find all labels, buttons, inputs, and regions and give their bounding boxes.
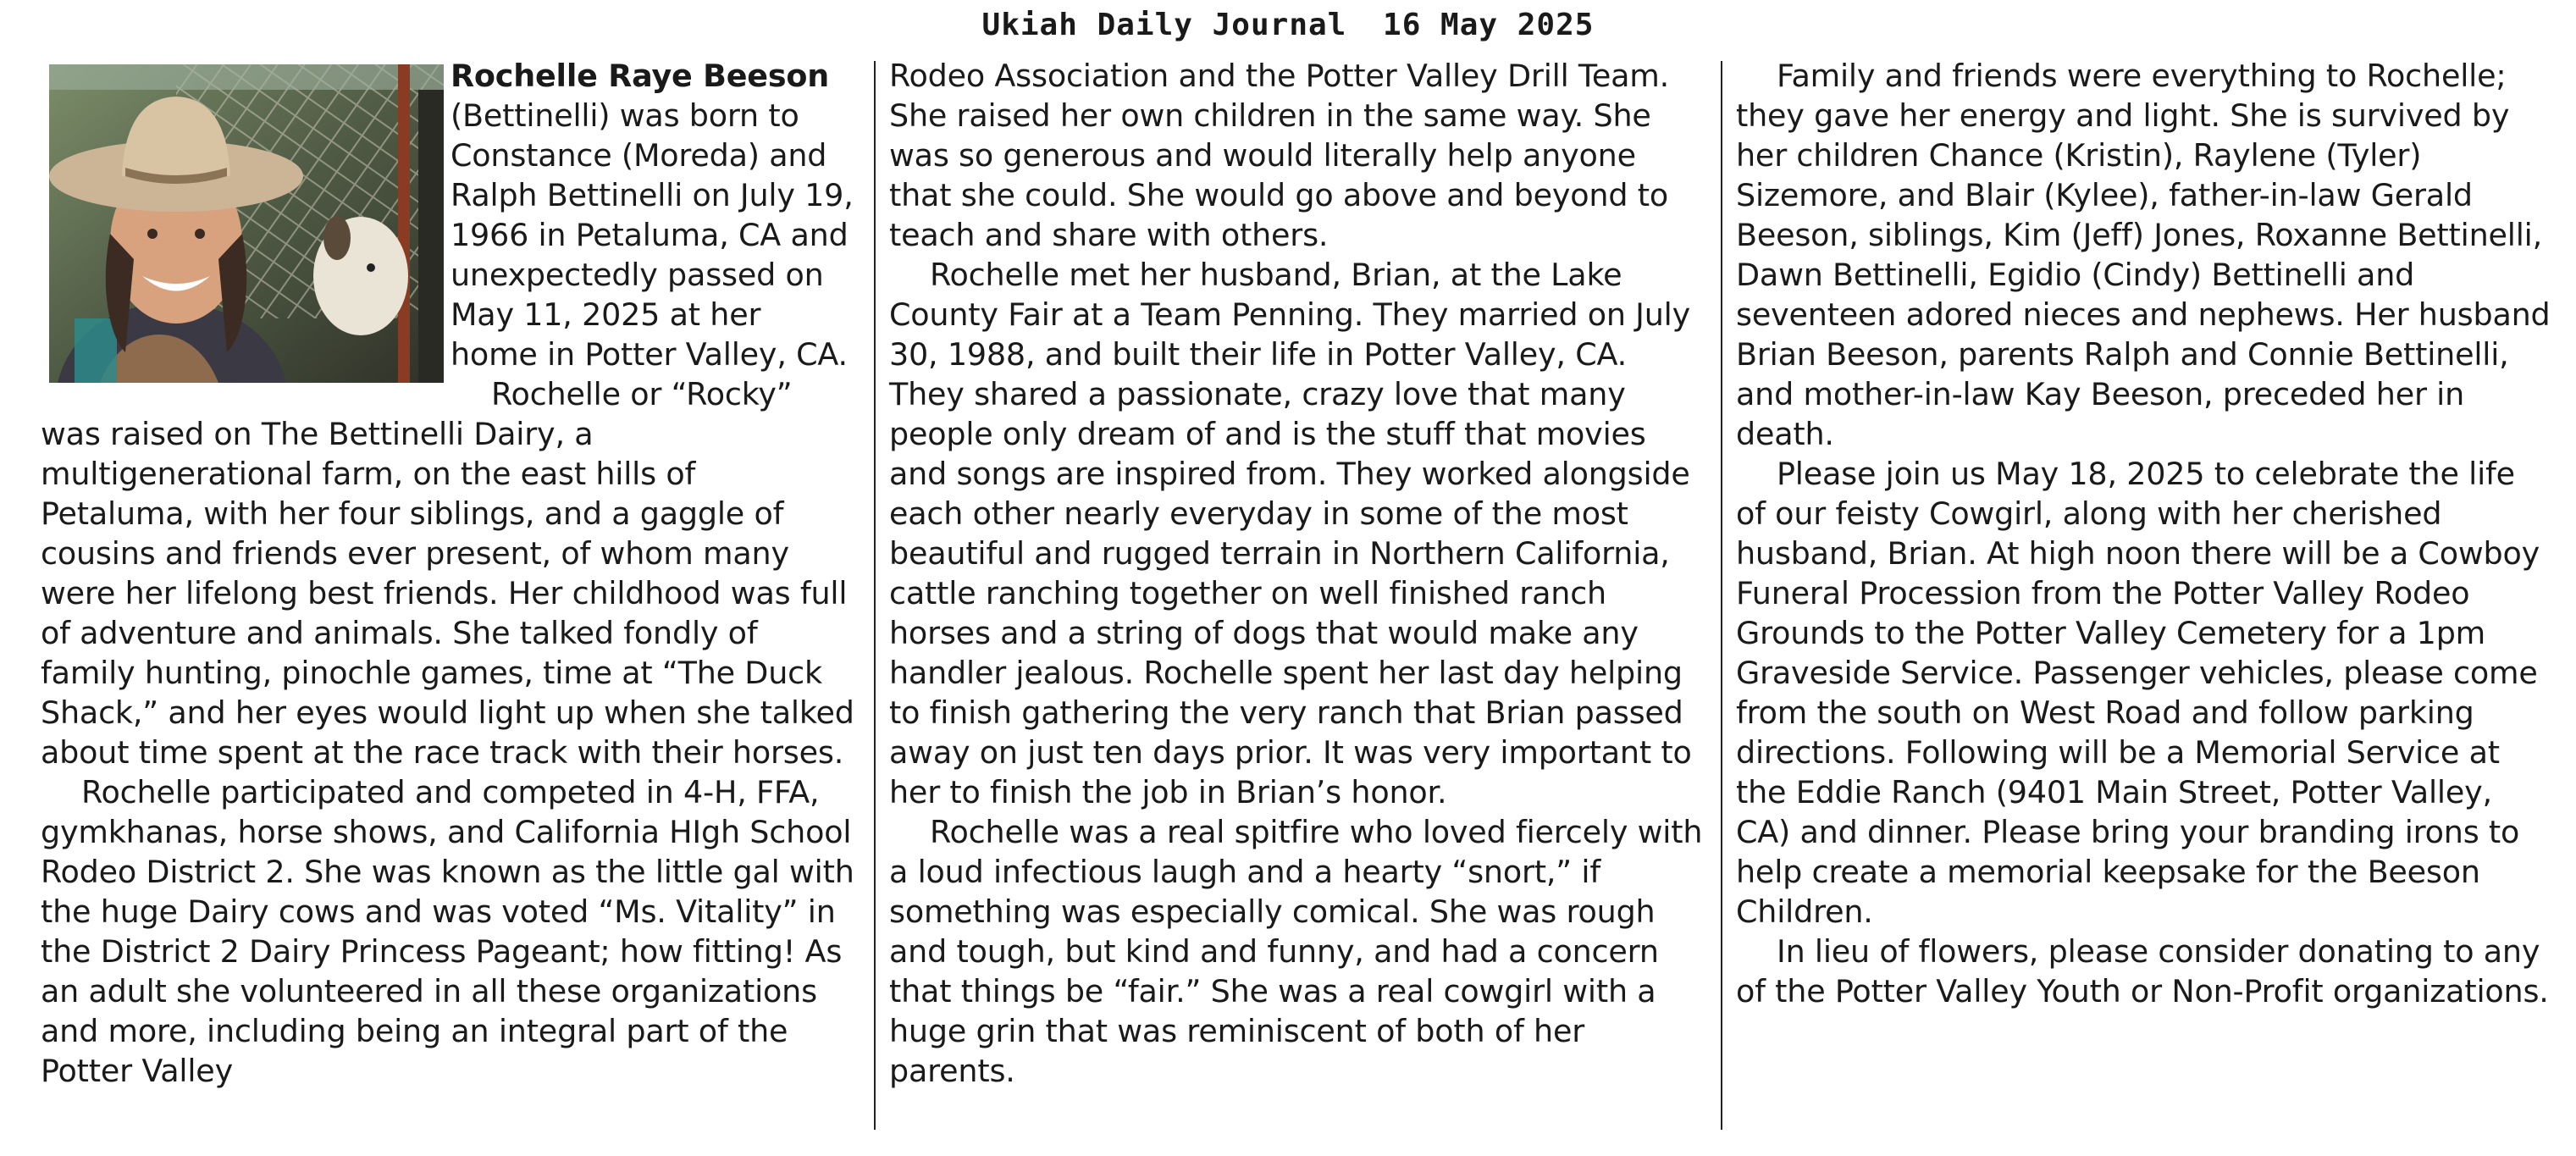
obituary-paragraph: Rochelle was a real spitfire who loved fiercely with a loud infectious laugh and a hearty “snort,” if something was especially comical. She was rough and tough, but kind and funny, and had a concern that things be “fair.” She was a real cowgirl with a huge grin that was reminiscent of both of her parents. xyxy=(889,814,1703,1089)
obituary-paragraph: Family and friends were everything to Rochelle; they gave her energy and light. She is survived by her children Chance (Kristin), Raylene (Tyler) Sizemore, and Blair (Kylee), father-in-law Gerald Beeson, siblings, Kim (Jeff) Jones, Roxanne Bettinelli, Dawn Bettinelli, Egidio (Cindy) Bettinelli and seventeen adored nieces and nephews. Her husband Brian Beeson, parents Ralph and Connie Bettinelli, and mother-in-law Kay Beeson, preceded her in death. xyxy=(1736,58,2551,452)
column-1 xyxy=(41,56,855,1091)
column-rule xyxy=(1721,61,1722,1130)
obituary-paragraph: Rodeo Association and the Potter Valley Drill Team. She raised her own children in the same way. She was so generous and would literally help anyone that she could. She would go above and beyond to teach and share with others. xyxy=(889,58,1669,253)
obituary-paragraph: Rochelle or “Rocky” was raised on The Bettinelli Dairy, a multigenerational farm, on the east hills of Petaluma, with her four siblings, and a gaggle of cousins and friends ever present, of whom many were her lifelong best friends. Her childhood was full of adventure and animals. She talked fondly of family hunting, pinochle games, time at “The Duck Shack,” and her eyes would light up when she talked about time spent at the race track with their horses. xyxy=(41,376,854,771)
obituary-paragraph: Rochelle met her husband, Brian, at the Lake County Fair at a Team Penning. They married on July 30, 1988, and built their life in Potter Valley, CA. They shared a passionate, crazy love that many people only dream of and is the stuff that movies and songs are inspired from. They worked alongside each other nearly everyday in some of the most beautiful and rugged terrain in Northern California, cattle ranching together on well finished ranch horses and a string of dogs that would make any handler jealous. Rochelle spent her last day helping to finish gathering the very ranch that Brian passed away on just ten days prior. It was very important to her to finish the job in Brian’s honor. xyxy=(889,257,1692,810)
obituary-paragraph: (Bettinelli) was born to Constance (Moreda) and Ralph Bettinelli on July 19, 1966 in Petaluma, CA and unexpectedly passed on May 11, 2025 at her home in Potter Valley, CA. xyxy=(451,97,854,373)
publication-date: 16 May 2025 xyxy=(1383,8,1595,42)
deceased-name: Rochelle Raye Beeson xyxy=(451,58,830,94)
column-rule xyxy=(874,61,876,1130)
obituary-paragraph: Rochelle participated and competed in 4-H, FFA, gymkhanas, horse shows, and California HIgh School Rodeo District 2. She was known as the little gal with the huge Dairy cows and was voted “Ms. Vitality” in the District 2 Dairy Princess Pageant; how fitting! As an adult she volunteered in all these organizations and more, including being an integral part of the Potter Valley xyxy=(41,774,854,1089)
column-3 xyxy=(1736,56,2551,1011)
obituary-photo xyxy=(49,64,444,383)
masthead xyxy=(0,7,2576,44)
obituary-paragraph: Please join us May 18, 2025 to celebrate the life of our feisty Cowgirl, along with her cherished husband, Brian. At high noon there will be a Cowboy Funeral Procession from the Potter Valley Rodeo Grounds to the Potter Valley Cemetery for a 1pm Graveside Service. Passenger vehicles, please come from the south on West Road and follow parking directions. Following will be a Memorial Service at the Eddie Ranch (9401 Main Street, Potter Valley, CA) and dinner. Please bring your branding irons to help create a memorial keepsake for the Beeson Children. xyxy=(1736,456,2540,930)
obituary-paragraph: In lieu of flowers, please consider donating to any of the Potter Valley Youth or Non-Profit organizations. xyxy=(1736,933,2549,1009)
publication-name: Ukiah Daily Journal xyxy=(981,8,1347,42)
column-2 xyxy=(889,56,1704,1091)
